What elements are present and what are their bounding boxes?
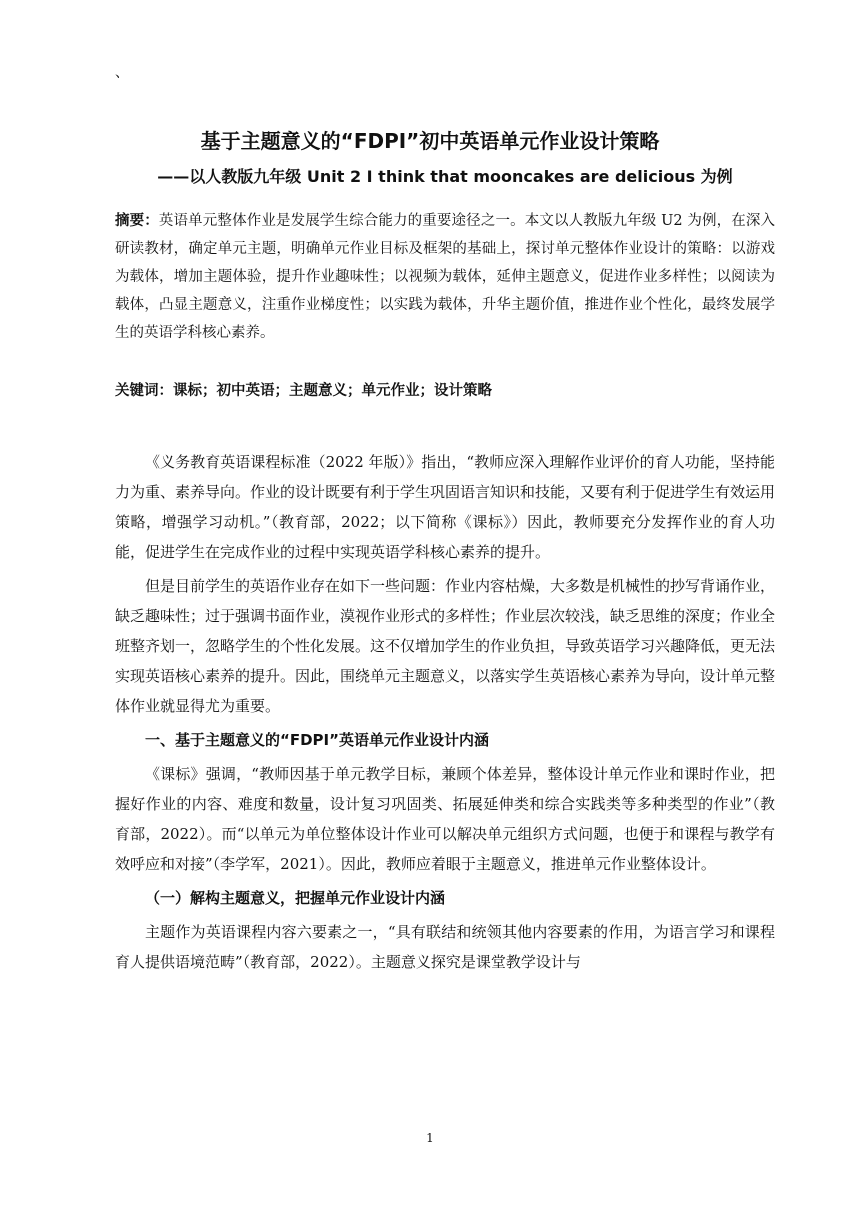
section-heading-1: 一、基于主题意义的“FDPI”英语单元作业设计内涵 <box>145 731 489 749</box>
document-title: 基于主题意义的“FDPI”初中英语单元作业设计策略 <box>200 129 660 153</box>
abstract <box>115 207 775 347</box>
page-number: 1 <box>426 1131 434 1145</box>
document-subtitle: ——以人教版九年级 Unit 2 I think that mooncakes are delicious 为例 <box>157 167 733 186</box>
corner-mark: 、 <box>115 65 129 81</box>
keywords: 关键词：课标；初中英语；主题意义；单元作业；设计策略 <box>115 383 492 399</box>
abstract-label: 摘要： <box>115 213 159 229</box>
abstract-text: 英语单元整体作业是发展学生综合能力的重要途径之一。本文以人教版九年级 U2 为例，在深入研读教材，确定单元主题，明确单元作业目标及框架的基础上，探讨单元整体作业设计的策略：以游戏为载体，增加主题体验，提升作业趣味性；以视频为载体，延伸主题意义，促进作业多样性；以阅读为载体，凸显主题意义，注重作业梯度性；以实践为载体，升华主题价值，推进作业个性化，最终发展学生的英语学科核心素养。 <box>115 213 775 341</box>
body-text <box>115 447 775 981</box>
paragraph-4: 主题作为英语课程内容六要素之一，“具有联结和统领其他内容要素的作用，为语言学习和课程育人提供语境范畴”（教育部，2022）。主题意义探究是课堂教学设计与 <box>115 923 775 971</box>
subsection-heading-1: （一）解构主题意义，把握单元作业设计内涵 <box>145 889 446 907</box>
paragraph-2: 但是目前学生的英语作业存在如下一些问题：作业内容枯燥，大多数是机械性的抄写背诵作业，缺乏趣味性；过于强调书面作业，漠视作业形式的多样性；作业层次较浅，缺乏思维的深度；作业全班整齐划一，忽略学生的个性化发展。这不仅增加学生的作业负担，导致英语学习兴趣降低，更无法实现英语核心素养的提升。因此，围绕单元主题意义，以落实学生英语核心素养为导向，设计单元整体作业就显得尤为重要。 <box>115 577 776 715</box>
paragraph-1: 《义务教育英语课程标准（2022 年版）》指出，“教师应深入理解作业评价的育人功能，坚持能力为重、素养导向。作业的设计既要有利于学生巩固语言知识和技能，又要有利于促进学生有效运用策略，增强学习动机。”（教育部，2022；以下简称《课标》）因此，教师要充分发挥作业的育人功能，促进学生在完成作业的过程中实现英语学科核心素养的提升。 <box>115 453 776 561</box>
paragraph-3: 《课标》强调，“教师因基于单元教学目标，兼顾个体差异，整体设计单元作业和课时作业，把握好作业的内容、难度和数量，设计复习巩固类、拓展延伸类和综合实践类等多种类型的作业”（教育部，2022）。而“以单元为单位整体设计作业可以解决单元组织方式问题，也便于和课程与教学有效呼应和对接”（李学军，2021）。因此，教师应着眼于主题意义，推进单元作业整体设计。 <box>115 765 775 873</box>
